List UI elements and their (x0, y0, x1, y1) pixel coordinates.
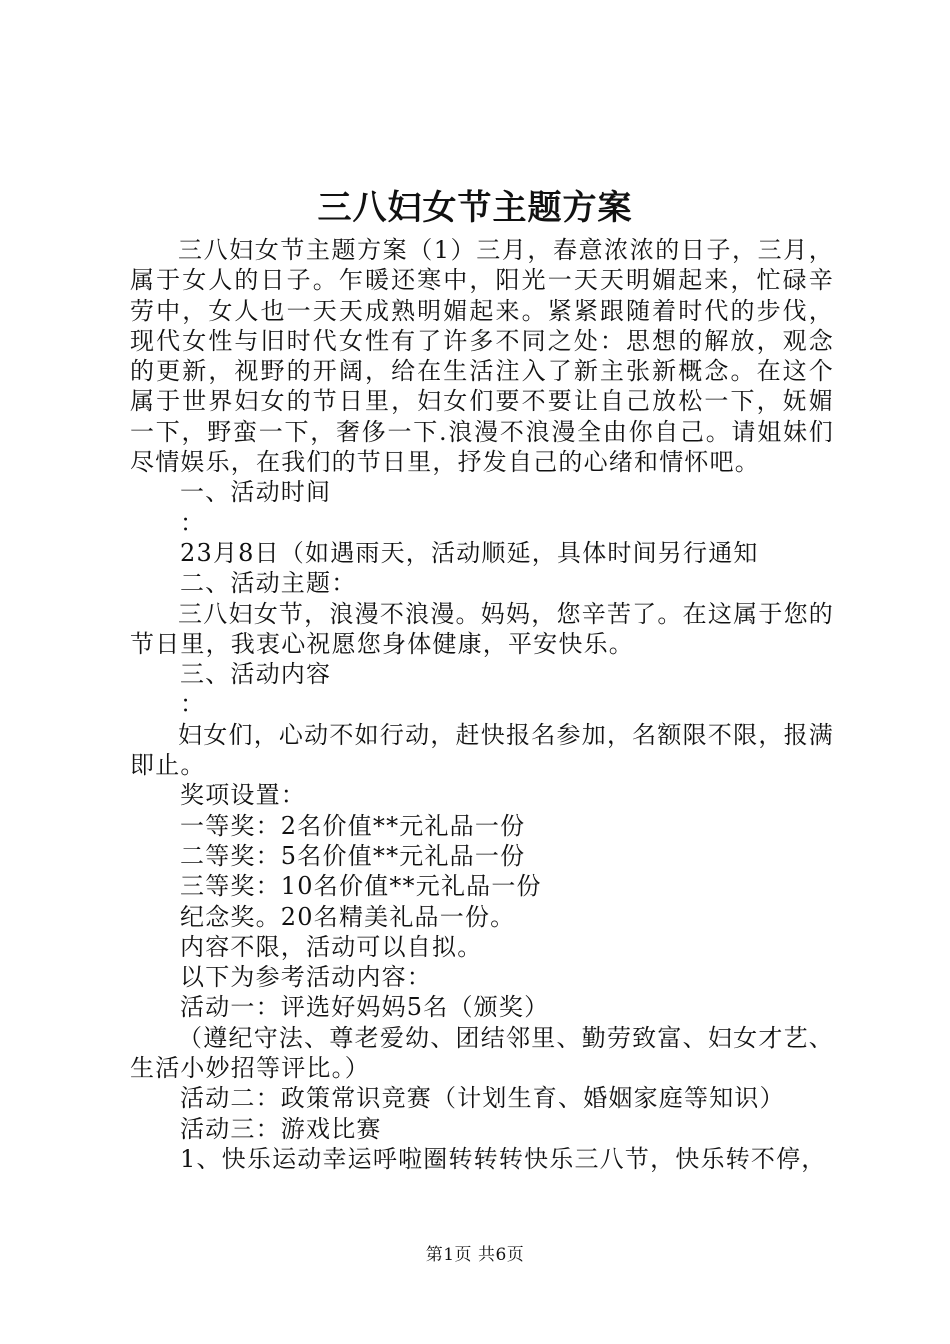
paragraph-intro: 三八妇女节主题方案（1）三月，春意浓浓的日子，三月，属于女人的日子。乍暖还寒中，阳光一天天明媚起来，忙碌辛劳中，女人也一天天成熟明媚起来。紧紧跟随着时代的步伐，现代女性与旧时代女性有了许多不同之处：思想的解放，观念的更新，视野的开阔，给在生活注入了新主张新概念。在这个属于世界妇女的节日里，妇女们要不要让自己放松一下，妩媚一下，野蛮一下，奢侈一下.浪漫不浪漫全由你自己。请姐妹们尽情娱乐，在我们的节日里，抒发自己的心绪和情怀吧。 (130, 236, 834, 477)
section-heading-time: 一、活动时间 (180, 478, 332, 507)
event-date: 23月8日（如遇雨天，活动顺延，具体时间另行通知 (180, 538, 759, 567)
activity-one-detail: （遵纪守法、尊老爱幼、团结邻里、勤劳致富、妇女才艺、生活小妙招等评比。） (130, 1023, 834, 1083)
content-note: 内容不限，活动可以自拟。 (180, 932, 483, 961)
colon-line: ： (180, 508, 206, 537)
document-title: 三八妇女节主题方案 (317, 188, 633, 228)
page-footer: 第1页 共6页 (425, 1245, 525, 1265)
reference-heading: 以下为参考活动内容： (180, 963, 432, 992)
colon-line: ： (180, 690, 206, 719)
award-first: 一等奖：2名价值**元礼品一份 (180, 811, 526, 840)
paragraph-signup: 妇女们，心动不如行动，赶快报名参加，名额限不限，报满即止。 (130, 720, 834, 780)
award-second: 二等奖：5名价值**元礼品一份 (180, 841, 526, 870)
activity-two: 活动二：政策常识竞赛（计划生育、婚姻家庭等知识） (180, 1084, 785, 1113)
section-heading-content: 三、活动内容 (180, 660, 332, 689)
document-body (130, 235, 834, 1174)
activity-three: 活动三：游戏比赛 (180, 1114, 382, 1143)
activity-one: 活动一：评选好妈妈5名（颁奖） (180, 993, 550, 1022)
award-commemorative: 纪念奖。20名精美礼品一份。 (180, 902, 516, 931)
paragraph-theme: 三八妇女节，浪漫不浪漫。妈妈，您辛苦了。在这属于您的节日里，我衷心祝愿您身体健康，平安快乐。 (130, 599, 834, 658)
section-heading-theme: 二、活动主题： (180, 569, 357, 598)
game-item-one: 1、快乐运动幸运呼啦圈转转转快乐三八节，快乐转不停， (180, 1144, 827, 1173)
awards-heading: 奖项设置： (180, 781, 306, 810)
award-third: 三等奖：10名价值**元礼品一份 (180, 872, 542, 901)
